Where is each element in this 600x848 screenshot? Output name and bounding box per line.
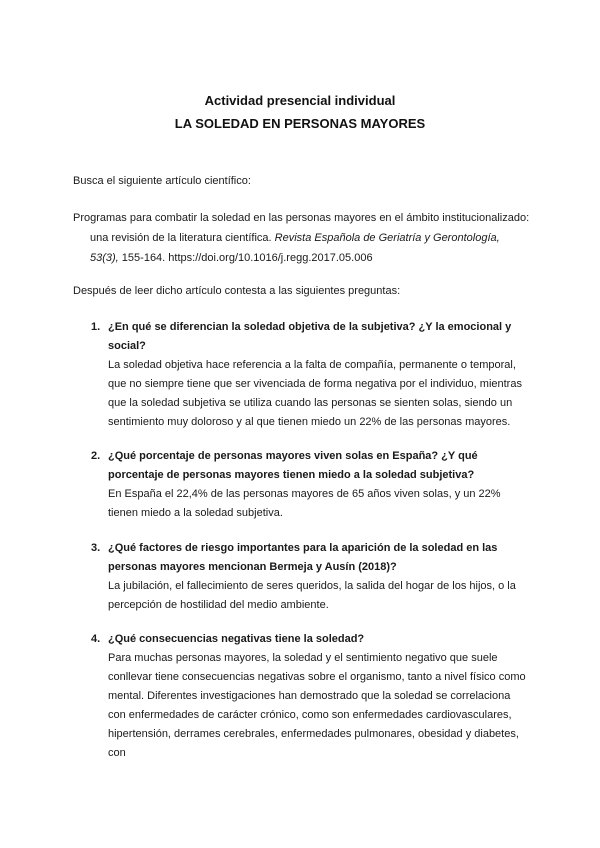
- question-text: ¿Qué porcentaje de personas mayores viven solas en España? ¿Y qué porcentaje de personas mayores tienen miedo a la soledad subjetiva?: [108, 450, 478, 481]
- reference-doi: 155-164. https://doi.org/10.1016/j.regg.2017.05.006: [118, 252, 373, 264]
- reference-journal: Revista Española de Geriatría y Gerontología,: [274, 232, 500, 244]
- question-item-1: [91, 318, 531, 432]
- question-number: 4.: [91, 633, 101, 645]
- question-number: 3.: [91, 542, 101, 554]
- question-number: 1.: [91, 321, 101, 333]
- reference-line-3: [73, 248, 538, 268]
- question-item-4: [91, 630, 531, 763]
- intro-text: Busca el siguiente artículo científico:: [73, 175, 251, 187]
- reference-volume: 53(3),: [90, 252, 119, 264]
- reference-line-2: [73, 228, 538, 248]
- question-text: ¿En qué se diferencian la soledad objetiva de la subjetiva? ¿Y la emocional y social?: [108, 321, 512, 352]
- instructions-text: Después de leer dicho artículo contesta a las siguientes preguntas:: [73, 285, 401, 297]
- document-title: Actividad presencial individual: [204, 93, 396, 108]
- question-text: ¿Qué factores de riesgo importantes para la aparición de la soledad en las personas mayores mencionan Bermeja y Ausín (2018)?: [108, 542, 498, 573]
- answer-text: Para muchas personas mayores, la soledad y el sentimiento negativo que suele conllevar tiene consecuencias negativas sobre el organismo, tanto a nivel físico como mental. Diferentes investigaciones han demostrado que la soledad se correlaciona con enfermedades de carácter crónico, como son enfermedades cardiovasculares, hipertensión, derrames cerebrales, enfermedades pulmonares, obesidad y diabetes, con: [108, 652, 526, 759]
- question-number: 2.: [91, 450, 101, 462]
- answer-text: En España el 22,4% de las personas mayores de 65 años viven solas, y un 22% tienen miedo a la soledad subjetiva.: [108, 488, 501, 519]
- reference-plain-1: una revisión de la literatura científica.: [90, 232, 275, 244]
- question-item-3: [91, 539, 531, 615]
- reference-line-1: Programas para combatir la soledad en las personas mayores en el ámbito institucionalizado:: [73, 212, 530, 224]
- question-item-2: [91, 447, 531, 523]
- answer-text: La jubilación, el fallecimiento de seres queridos, la salida del hogar de los hijos, o la percepción de hostilidad del medio ambiente.: [108, 580, 516, 611]
- answer-text: La soledad objetiva hace referencia a la falta de compañía, permanente o temporal, que no siempre tiene que ser vivenciada de forma negativa por el individuo, mientras que la soledad subjetiva se utiliza cuando las personas se sienten solas, siendo un sentimiento muy doloroso y al que tienen miedo un 22% de las personas mayores.: [108, 359, 522, 428]
- question-text: ¿Qué consecuencias negativas tiene la soledad?: [108, 633, 365, 645]
- article-reference: [73, 208, 538, 268]
- document-subtitle: LA SOLEDAD EN PERSONAS MAYORES: [174, 116, 426, 131]
